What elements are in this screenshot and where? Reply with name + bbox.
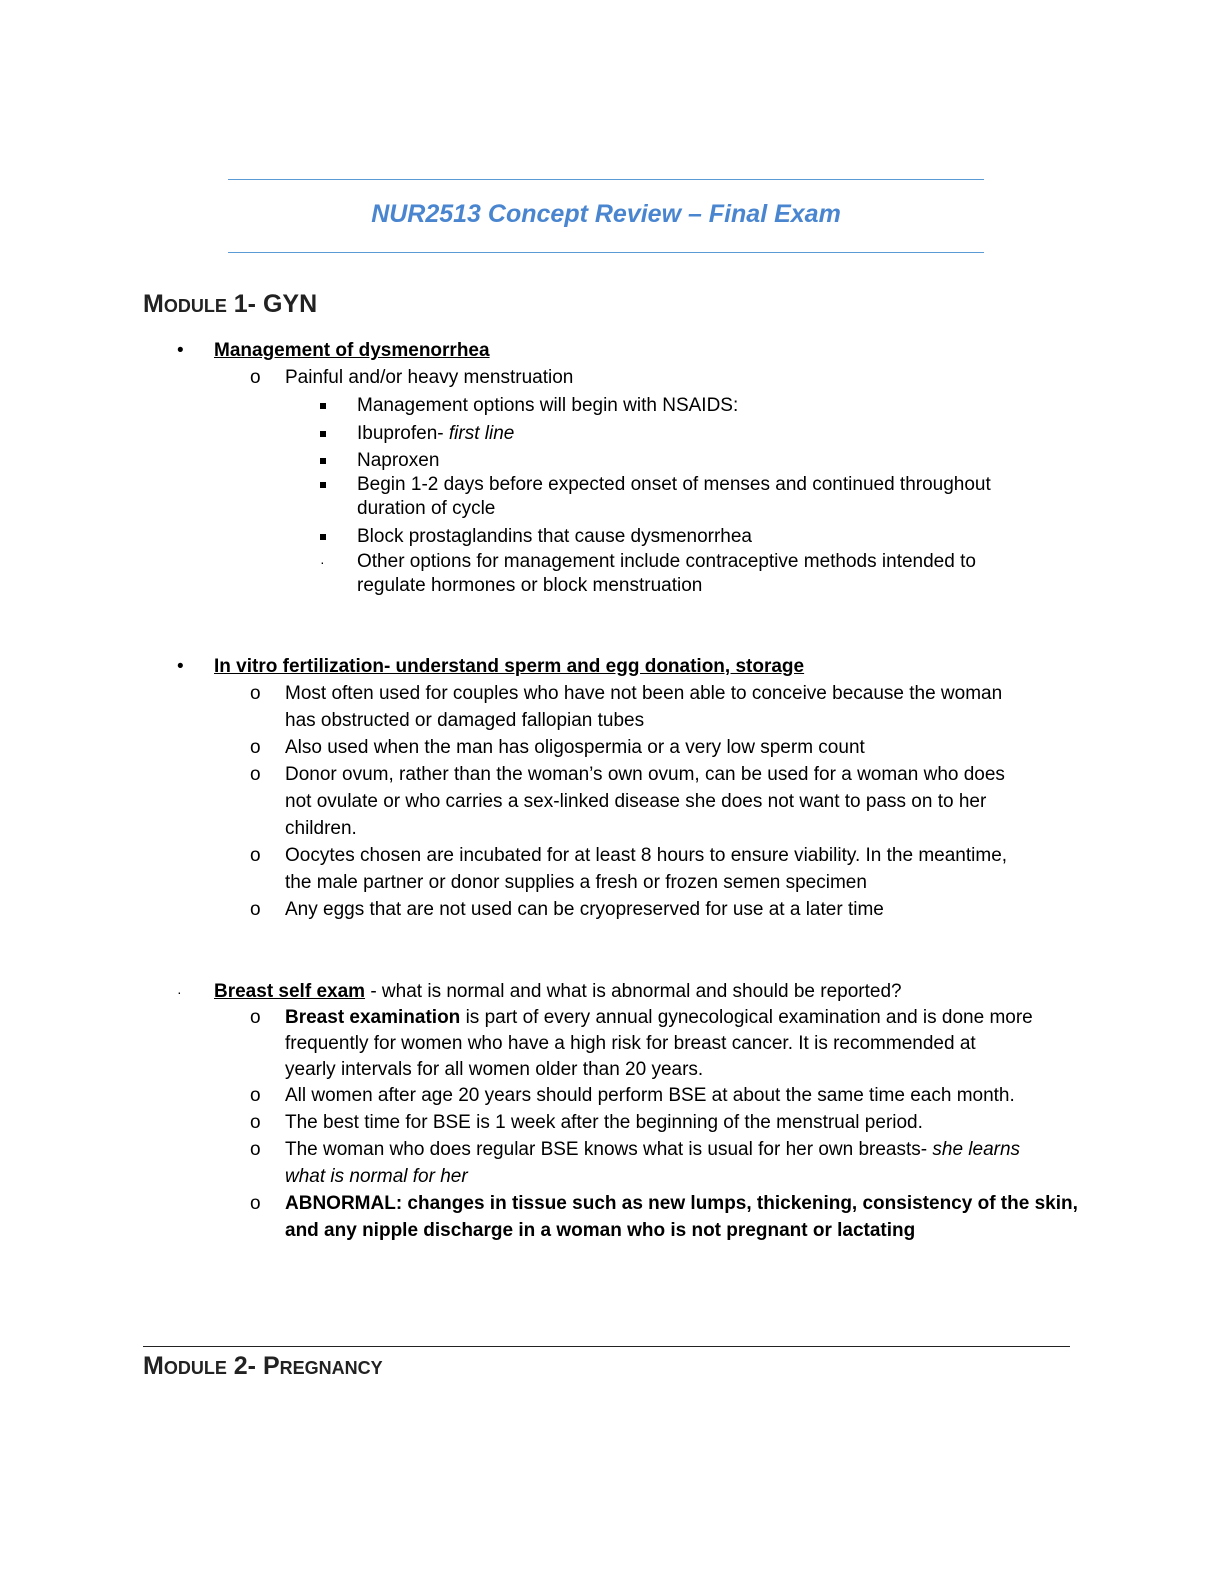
list-item: Naproxen [357,450,440,471]
bullet-circle [250,1112,261,1134]
bullet-circle [250,764,261,786]
section-title-ivf: In vitro fertilization- understand sperm and egg donation, storage [214,656,805,677]
bullet-dot [177,981,182,1003]
title-rule-top [228,179,984,180]
bullet-circle [250,1007,261,1029]
ivf-line: Donor ovum, rather than the woman’s own ovum, can be used for a woman who does [285,764,1005,785]
module-2-heading: MODULE 2- PREGNANCY [143,1352,383,1380]
list-item: Other options for management include contraceptive methods intended to [357,551,976,572]
list-item-ibuprofen: Ibuprofen- first line [357,423,515,444]
bullet-square [320,431,326,437]
bullet-square [320,534,326,540]
ivf-line: has obstructed or damaged fallopian tubes [285,710,645,731]
bse-line: The woman who does regular BSE knows what is usual for her own breasts- she learns [285,1139,1021,1160]
list-item: Block prostaglandins that cause dysmenorrhea [357,526,753,547]
bullet-circle [250,1139,261,1161]
title-rule-bottom [228,252,984,253]
bse-line: yearly intervals for all women older than 20 years. [285,1059,704,1080]
ivf-line: Also used when the man has oligospermia or a very low sperm count [285,737,865,758]
bse-line: The best time for BSE is 1 week after the beginning of the menstrual period. [285,1112,923,1133]
bullet-circle [250,1193,261,1215]
bse-line: what is normal for her [285,1166,468,1187]
ivf-line: Oocytes chosen are incubated for at least 8 hours to ensure viability. In the meantime, [285,845,1008,866]
section-title-dysmenorrhea: Management of dysmenorrhea [214,340,490,361]
bullet-square [320,458,326,464]
bullet-circle [250,683,261,705]
list-item: Management options will begin with NSAIDS: [357,395,739,416]
bse-abnormal-line: ABNORMAL: changes in tissue such as new lumps, thickening, consistency of the skin, [285,1193,1078,1214]
section-title-bse: Breast self exam - what is normal and what is abnormal and should be reported? [214,981,902,1002]
bullet-disc [177,340,184,362]
bullet-circle [250,899,261,921]
bullet-square [320,482,326,488]
bullet-square [320,403,326,409]
ivf-line: Any eggs that are not used can be cryopreserved for use at a later time [285,899,884,920]
module-2-rule [143,1346,1070,1347]
bullet-circle [250,845,261,867]
bullet-circle [250,737,261,759]
list-item-continuation: regulate hormones or block menstruation [357,575,703,596]
bullet-circle [250,1085,261,1107]
ivf-line: the male partner or donor supplies a fresh or frozen semen specimen [285,872,867,893]
ivf-line: not ovulate or who carries a sex-linked disease she does not want to pass on to her [285,791,987,812]
module-1-heading: MODULE 1- GYN [143,290,318,318]
bse-line: Breast examination is part of every annual gynecological examination and is done more [285,1007,1033,1028]
list-item: Begin 1-2 days before expected onset of menses and continued throughout [357,474,991,495]
bse-abnormal-line: and any nipple discharge in a woman who is not pregnant or lactating [285,1220,916,1241]
bullet-circle [250,367,261,389]
document-title: NUR2513 Concept Review – Final Exam [371,200,841,228]
bse-line: All women after age 20 years should perform BSE at about the same time each month. [285,1085,1015,1106]
bse-line: frequently for women who have a high risk for breast cancer. It is recommended at [285,1033,976,1054]
sub-item: Painful and/or heavy menstruation [285,367,574,388]
bullet-disc [177,656,184,678]
ivf-line: Most often used for couples who have not been able to conceive because the woman [285,683,1003,704]
ivf-line: children. [285,818,357,839]
bullet-dot [320,551,325,573]
list-item-continuation: duration of cycle [357,498,496,519]
